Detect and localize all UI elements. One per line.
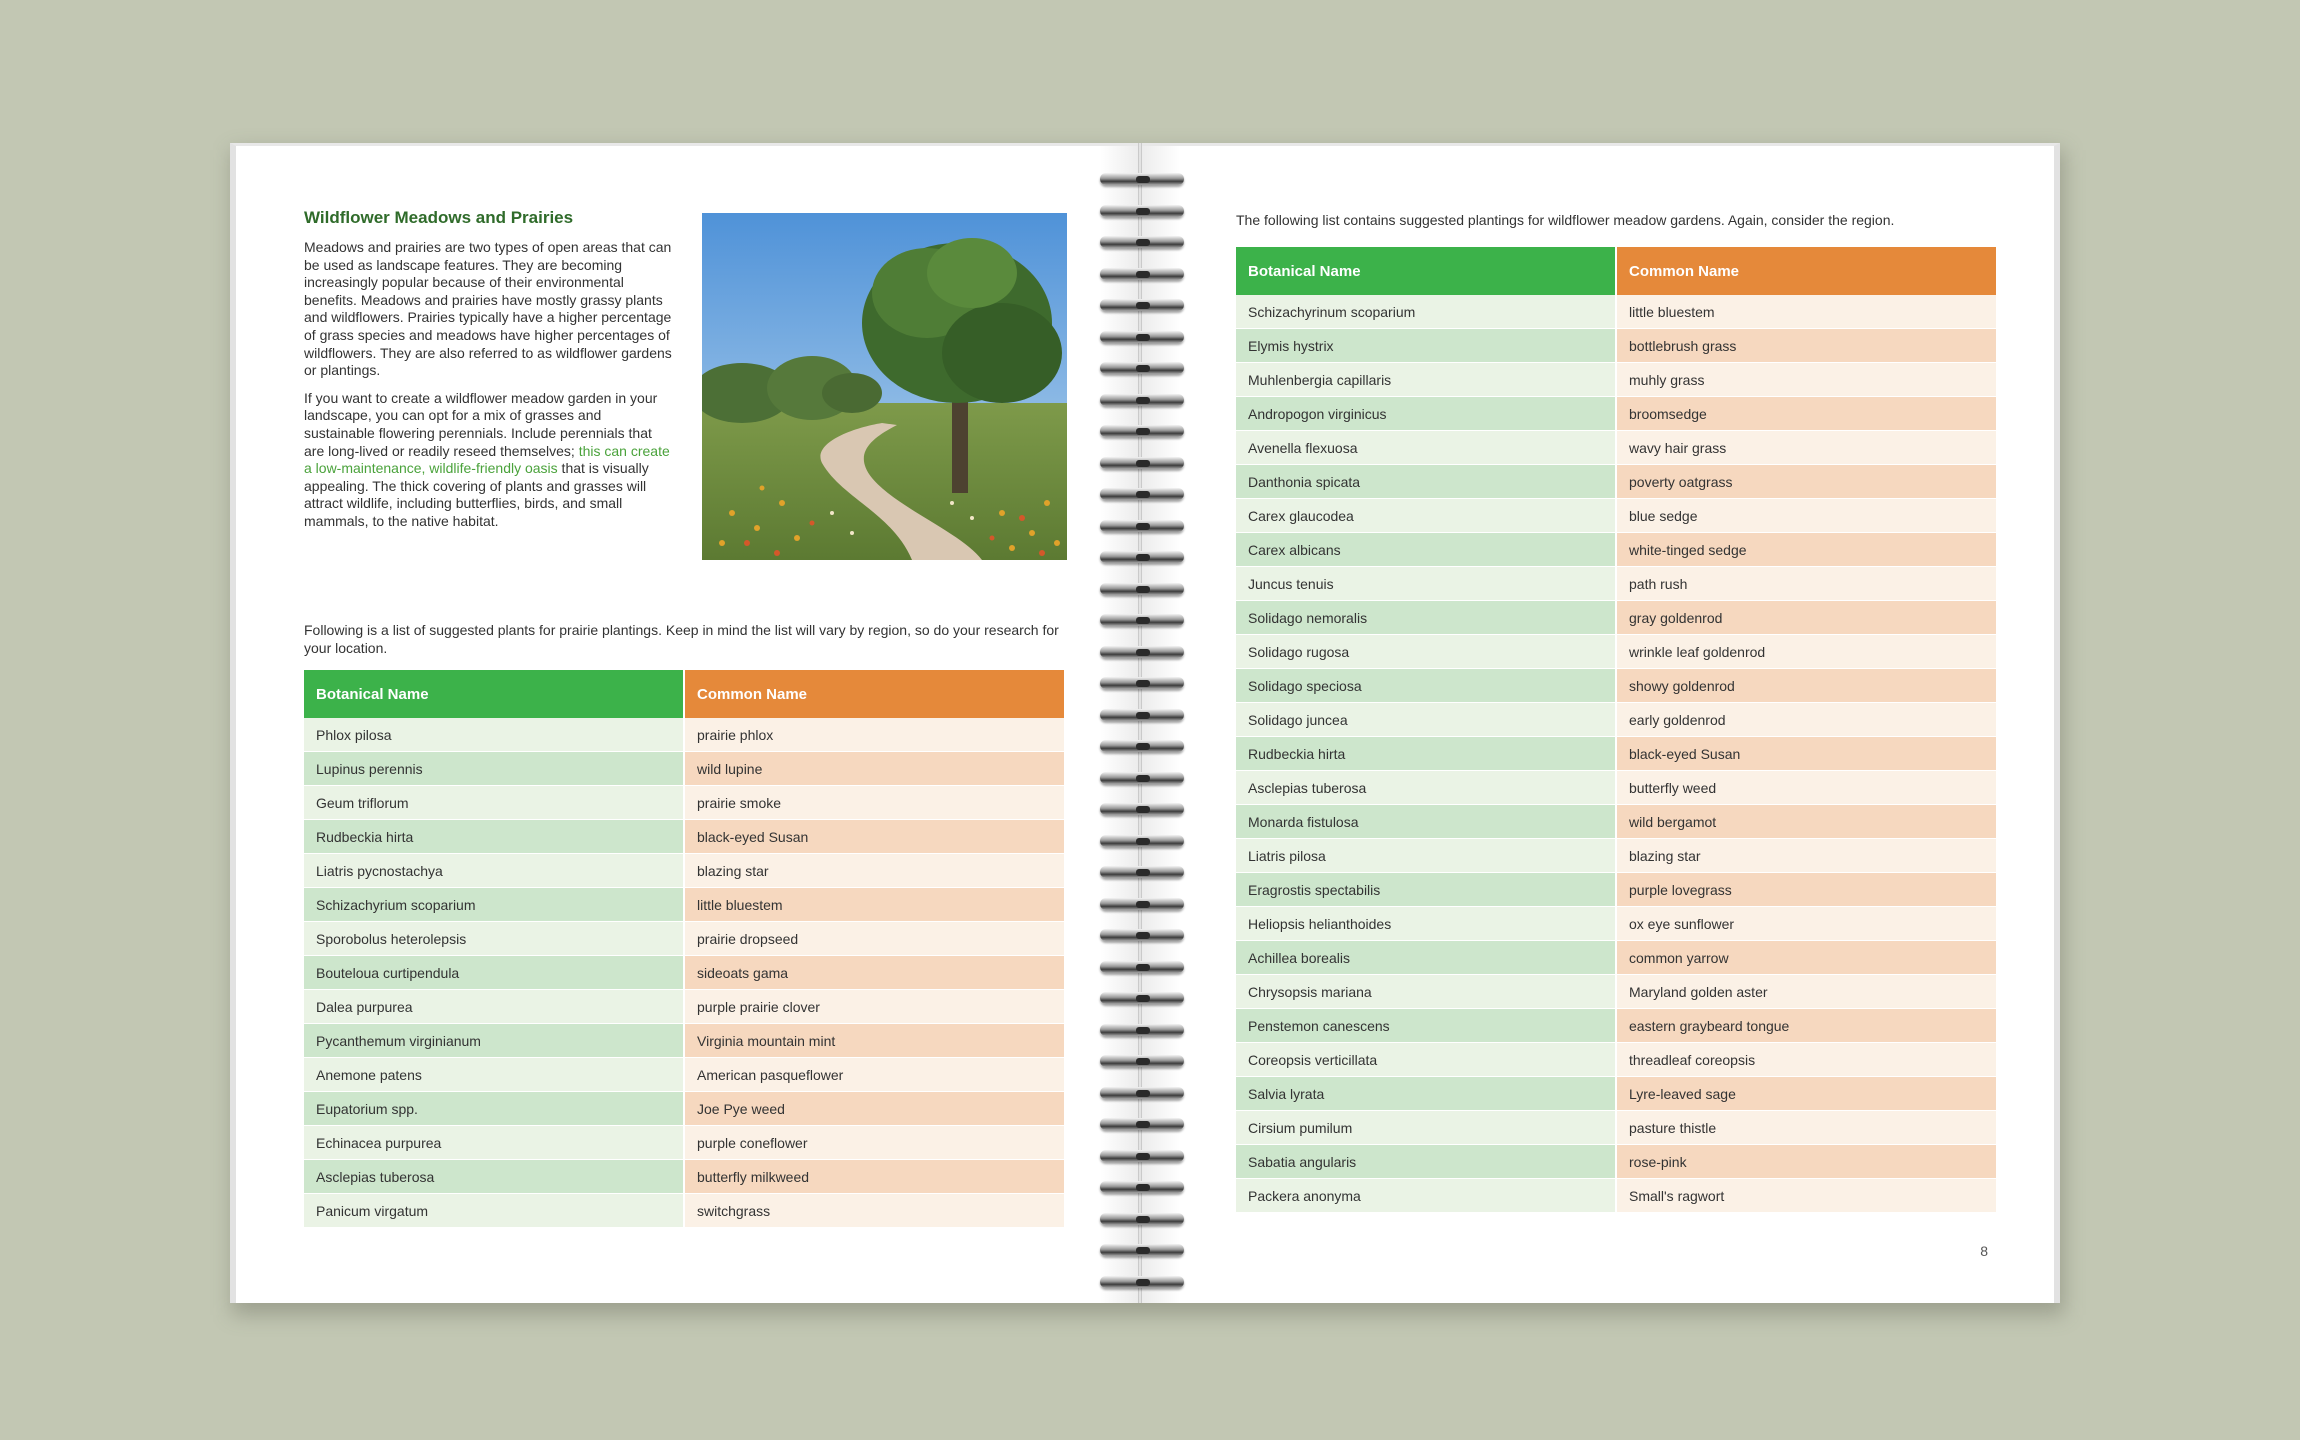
spiral-ring	[1098, 1210, 1188, 1230]
common-name-cell: showy goldenrod	[1616, 669, 1996, 703]
botanical-name-cell: Pycanthemum virginianum	[304, 1024, 684, 1058]
common-name-cell: wrinkle leaf goldenrod	[1616, 635, 1996, 669]
intro-text	[304, 239, 672, 541]
common-name-header: Common Name	[1616, 247, 1996, 295]
botanical-name-cell: Asclepias tuberosa	[1236, 771, 1616, 805]
spiral-ring	[1098, 265, 1188, 285]
ring-hole	[1136, 302, 1150, 309]
common-name-cell: bottlebrush grass	[1616, 329, 1996, 363]
common-name-cell: purple lovegrass	[1616, 873, 1996, 907]
ring-hole	[1136, 271, 1150, 278]
section-heading: Wildflower Meadows and Prairies	[304, 208, 574, 227]
botanical-name-cell: Liatris pilosa	[1236, 839, 1616, 873]
botanical-name-cell: Asclepias tuberosa	[304, 1160, 684, 1194]
table-row	[1236, 1043, 1996, 1077]
table-row	[1236, 1145, 1996, 1179]
botanical-name-cell: Lupinus perennis	[304, 752, 684, 786]
intro-paragraph-2	[304, 390, 672, 531]
table-row	[1236, 295, 1996, 329]
common-name-cell: eastern graybeard tongue	[1616, 1009, 1996, 1043]
common-name-header: Common Name	[684, 670, 1064, 718]
table-row	[1236, 669, 1996, 703]
botanical-name-header: Botanical Name	[304, 670, 684, 718]
common-name-cell: Virginia mountain mint	[684, 1024, 1064, 1058]
table-row	[1236, 1111, 1996, 1145]
botanical-name-cell: Chrysopsis mariana	[1236, 975, 1616, 1009]
ring-hole	[1136, 554, 1150, 561]
botanical-name-cell: Eupatorium spp.	[304, 1092, 684, 1126]
table-row	[1236, 567, 1996, 601]
botanical-name-header: Botanical Name	[1236, 247, 1616, 295]
table-row	[304, 1024, 1064, 1058]
spiral-ring	[1098, 1115, 1188, 1135]
spiral-ring	[1098, 643, 1188, 663]
common-name-cell: black-eyed Susan	[684, 820, 1064, 854]
table-row	[1236, 873, 1996, 907]
botanical-name-cell: Elymis hystrix	[1236, 329, 1616, 363]
table-row	[1236, 771, 1996, 805]
spiral-ring	[1098, 202, 1188, 222]
botanical-name-cell: Echinacea purpurea	[304, 1126, 684, 1160]
common-name-cell: threadleaf coreopsis	[1616, 1043, 1996, 1077]
common-name-cell: common yarrow	[1616, 941, 1996, 975]
common-name-cell: wavy hair grass	[1616, 431, 1996, 465]
table-row	[304, 1126, 1064, 1160]
ring-hole	[1136, 995, 1150, 1002]
table-row	[1236, 805, 1996, 839]
table-row	[304, 718, 1064, 752]
spiral-ring	[1098, 359, 1188, 379]
botanical-name-cell: Heliopsis helianthoides	[1236, 907, 1616, 941]
spiral-ring	[1098, 548, 1188, 568]
table-row	[304, 752, 1064, 786]
ring-hole	[1136, 397, 1150, 404]
botanical-name-cell: Anemone patens	[304, 1058, 684, 1092]
spiral-ring	[1098, 1021, 1188, 1041]
botanical-name-cell: Salvia lyrata	[1236, 1077, 1616, 1111]
table-header-row	[304, 670, 1064, 718]
ring-hole	[1136, 1058, 1150, 1065]
botanical-name-cell: Coreopsis verticillata	[1236, 1043, 1616, 1077]
table-row	[1236, 907, 1996, 941]
ring-hole	[1136, 901, 1150, 908]
spiral-ring	[1098, 706, 1188, 726]
ring-hole	[1136, 1216, 1150, 1223]
common-name-cell: Small's ragwort	[1616, 1179, 1996, 1213]
botanical-name-cell: Rudbeckia hirta	[304, 820, 684, 854]
ring-hole	[1136, 208, 1150, 215]
ring-hole	[1136, 586, 1150, 593]
ring-hole	[1136, 775, 1150, 782]
spiral-ring	[1098, 454, 1188, 474]
botanical-name-cell: Liatris pycnostachya	[304, 854, 684, 888]
common-name-cell: purple prairie clover	[684, 990, 1064, 1024]
table-row	[1236, 1077, 1996, 1111]
botanical-name-cell: Bouteloua curtipendula	[304, 956, 684, 990]
ring-hole	[1136, 869, 1150, 876]
table-row	[1236, 431, 1996, 465]
common-name-cell: blazing star	[1616, 839, 1996, 873]
ring-hole	[1136, 1184, 1150, 1191]
common-name-cell: butterfly milkweed	[684, 1160, 1064, 1194]
table-row	[1236, 363, 1996, 397]
table-row	[304, 1092, 1064, 1126]
botanical-name-cell: Packera anonyma	[1236, 1179, 1616, 1213]
spiral-ring	[1098, 674, 1188, 694]
table-row	[304, 922, 1064, 956]
common-name-cell: muhly grass	[1616, 363, 1996, 397]
spiral-ring	[1098, 1147, 1188, 1167]
botanical-name-cell: Dalea purpurea	[304, 990, 684, 1024]
spiral-ring	[1098, 328, 1188, 348]
paragraph-2-end: that is visually appealing. The thick covering of plants and grasses will attract wildlife, including butterflies, birds, and small mammals, to the native habitat.	[304, 460, 649, 529]
right-page	[1140, 143, 2060, 1303]
paragraph-2-start: If you want to create a wildflower meadow garden in your landscape, you can opt for a mix of grasses and sustainable flowering perennials. Include perennials that are long-lived or readily reseed themselves;	[304, 389, 658, 459]
table-row	[1236, 533, 1996, 567]
spiral-ring	[1098, 422, 1188, 442]
table-row	[1236, 703, 1996, 737]
common-name-cell: broomsedge	[1616, 397, 1996, 431]
ring-hole	[1136, 1153, 1150, 1160]
botanical-name-cell: Solidago nemoralis	[1236, 601, 1616, 635]
ring-hole	[1136, 428, 1150, 435]
botanical-name-cell: Andropogon virginicus	[1236, 397, 1616, 431]
ring-hole	[1136, 649, 1150, 656]
spiral-ring	[1098, 391, 1188, 411]
ring-hole	[1136, 838, 1150, 845]
common-name-cell: black-eyed Susan	[1616, 737, 1996, 771]
botanical-name-cell: Juncus tenuis	[1236, 567, 1616, 601]
ring-hole	[1136, 932, 1150, 939]
spiral-ring	[1098, 580, 1188, 600]
spiral-ring	[1098, 233, 1188, 253]
botanical-name-cell: Monarda fistulosa	[1236, 805, 1616, 839]
meadow-list-intro: The following list contains suggested plantings for wildflower meadow gardens. Again, consider the region.	[1236, 212, 1895, 228]
spiral-ring	[1098, 517, 1188, 537]
botanical-name-cell: Panicum virgatum	[304, 1194, 684, 1228]
spiral-ring	[1098, 895, 1188, 915]
table-row	[1236, 499, 1996, 533]
common-name-cell: prairie smoke	[684, 786, 1064, 820]
ring-hole	[1136, 1247, 1150, 1254]
common-name-cell: early goldenrod	[1616, 703, 1996, 737]
spiral-ring	[1098, 800, 1188, 820]
botanical-name-cell: Schizachyrium scoparium	[304, 888, 684, 922]
table-row	[304, 1160, 1064, 1194]
common-name-cell: sideoats gama	[684, 956, 1064, 990]
table-row	[1236, 635, 1996, 669]
ring-hole	[1136, 806, 1150, 813]
spiral-ring	[1098, 958, 1188, 978]
botanical-name-cell: Carex albicans	[1236, 533, 1616, 567]
botanical-name-cell: Penstemon canescens	[1236, 1009, 1616, 1043]
table-row	[304, 1058, 1064, 1092]
botanical-name-cell: Avenella flexuosa	[1236, 431, 1616, 465]
prairie-list-intro: Following is a list of suggested plants for prairie plantings. Keep in mind the list will vary by region, so do your research for your location.	[304, 622, 1059, 656]
ring-hole	[1136, 743, 1150, 750]
botanical-name-cell: Achillea borealis	[1236, 941, 1616, 975]
table-row	[1236, 975, 1996, 1009]
ring-hole	[1136, 239, 1150, 246]
spiral-ring	[1098, 1241, 1188, 1261]
table-row	[304, 888, 1064, 922]
table-row	[1236, 839, 1996, 873]
botanical-name-cell: Solidago juncea	[1236, 703, 1616, 737]
table-header-row	[1236, 247, 1996, 295]
spiral-ring	[1098, 1178, 1188, 1198]
spiral-ring	[1098, 1052, 1188, 1072]
ring-hole	[1136, 365, 1150, 372]
table-row	[304, 1194, 1064, 1228]
common-name-cell: blue sedge	[1616, 499, 1996, 533]
spiral-binding	[1098, 170, 1188, 1300]
table-row	[304, 820, 1064, 854]
table-row	[304, 956, 1064, 990]
intro-paragraph-1: Meadows and prairies are two types of open areas that can be used as landscape features. They are becoming increasingly popular because of their environmental benefits. Meadows and prairies have mostly grassy plants and wildflowers. Prairies typically have a higher percentage of grass species and meadows have higher percentages of wildflowers. They are also referred to as wildflower gardens or plantings.	[304, 239, 672, 379]
meadow-photo	[702, 213, 1067, 560]
common-name-cell: American pasqueflower	[684, 1058, 1064, 1092]
ring-hole	[1136, 712, 1150, 719]
common-name-cell: Lyre-leaved sage	[1616, 1077, 1996, 1111]
common-name-cell: white-tinged sedge	[1616, 533, 1996, 567]
table-row	[1236, 329, 1996, 363]
botanical-name-cell: Phlox pilosa	[304, 718, 684, 752]
spiral-ring	[1098, 1273, 1188, 1293]
common-name-cell: poverty oatgrass	[1616, 465, 1996, 499]
common-name-cell: little bluestem	[684, 888, 1064, 922]
left-page	[230, 143, 1140, 1303]
common-name-cell: wild lupine	[684, 752, 1064, 786]
botanical-name-cell: Geum triflorum	[304, 786, 684, 820]
ring-hole	[1136, 334, 1150, 341]
common-name-cell: prairie dropseed	[684, 922, 1064, 956]
common-name-cell: ox eye sunflower	[1616, 907, 1996, 941]
botanical-name-cell: Schizachyrinum scoparium	[1236, 295, 1616, 329]
table-row	[1236, 941, 1996, 975]
common-name-cell: pasture thistle	[1616, 1111, 1996, 1145]
highlighted-text: this can create a low-maintenance, wildlife-friendly oasis	[304, 442, 670, 477]
common-name-cell: switchgrass	[684, 1194, 1064, 1228]
common-name-cell: little bluestem	[1616, 295, 1996, 329]
common-name-cell: Maryland golden aster	[1616, 975, 1996, 1009]
botanical-name-cell: Sporobolus heterolepsis	[304, 922, 684, 956]
ring-hole	[1136, 460, 1150, 467]
spiral-ring	[1098, 989, 1188, 1009]
meadow-plants-table	[1236, 247, 1996, 1213]
common-name-cell: wild bergamot	[1616, 805, 1996, 839]
spiral-ring	[1098, 485, 1188, 505]
botanical-name-cell: Danthonia spicata	[1236, 465, 1616, 499]
prairie-plants-table	[304, 670, 1064, 1228]
common-name-cell: purple coneflower	[684, 1126, 1064, 1160]
botanical-name-cell: Eragrostis spectabilis	[1236, 873, 1616, 907]
botanical-name-cell: Rudbeckia hirta	[1236, 737, 1616, 771]
table-row	[1236, 737, 1996, 771]
ring-hole	[1136, 523, 1150, 530]
ring-hole	[1136, 1121, 1150, 1128]
common-name-cell: blazing star	[684, 854, 1064, 888]
botanical-name-cell: Sabatia angularis	[1236, 1145, 1616, 1179]
ring-hole	[1136, 1027, 1150, 1034]
table-row	[304, 786, 1064, 820]
table-row	[1236, 397, 1996, 431]
common-name-cell: butterfly weed	[1616, 771, 1996, 805]
table-row	[1236, 465, 1996, 499]
botanical-name-cell: Muhlenbergia capillaris	[1236, 363, 1616, 397]
ring-hole	[1136, 491, 1150, 498]
botanical-name-cell: Cirsium pumilum	[1236, 1111, 1616, 1145]
common-name-cell: rose-pink	[1616, 1145, 1996, 1179]
botanical-name-cell: Carex glaucodea	[1236, 499, 1616, 533]
common-name-cell: path rush	[1616, 567, 1996, 601]
spiral-ring	[1098, 769, 1188, 789]
ring-hole	[1136, 1279, 1150, 1286]
table-row	[304, 990, 1064, 1024]
ring-hole	[1136, 176, 1150, 183]
table-row	[1236, 601, 1996, 635]
ring-hole	[1136, 680, 1150, 687]
common-name-cell: Joe Pye weed	[684, 1092, 1064, 1126]
page-number: 8	[1980, 1243, 1988, 1259]
table-row	[1236, 1009, 1996, 1043]
spiral-ring	[1098, 611, 1188, 631]
spiral-ring	[1098, 926, 1188, 946]
spiral-ring	[1098, 863, 1188, 883]
botanical-name-cell: Solidago speciosa	[1236, 669, 1616, 703]
spiral-ring	[1098, 737, 1188, 757]
table-row	[304, 854, 1064, 888]
common-name-cell: gray goldenrod	[1616, 601, 1996, 635]
botanical-name-cell: Solidago rugosa	[1236, 635, 1616, 669]
spiral-ring	[1098, 1084, 1188, 1104]
ring-hole	[1136, 617, 1150, 624]
spiral-ring	[1098, 296, 1188, 316]
spiral-ring	[1098, 170, 1188, 190]
ring-hole	[1136, 964, 1150, 971]
spiral-ring	[1098, 832, 1188, 852]
ring-hole	[1136, 1090, 1150, 1097]
common-name-cell: prairie phlox	[684, 718, 1064, 752]
table-row	[1236, 1179, 1996, 1213]
